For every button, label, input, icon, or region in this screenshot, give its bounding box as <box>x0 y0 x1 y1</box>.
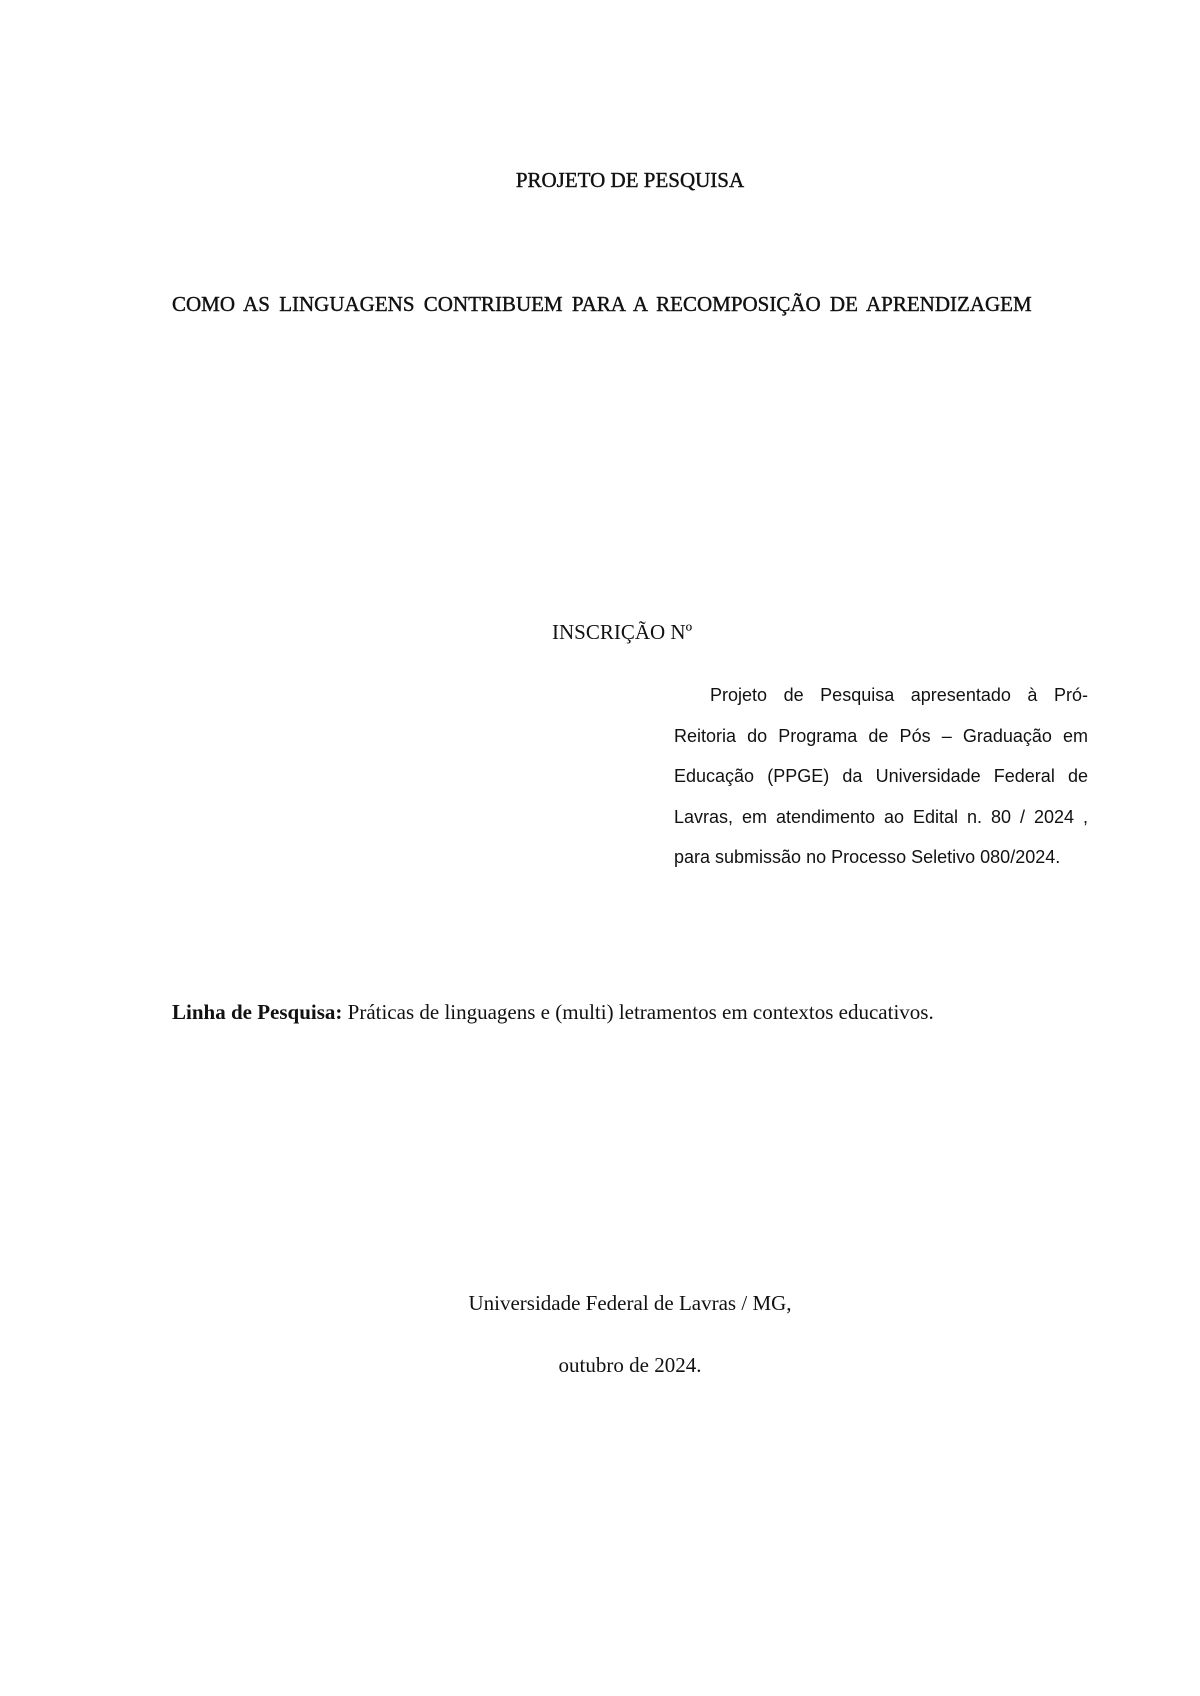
research-line <box>172 1000 1102 1025</box>
document-date: outubro de 2024. <box>558 1353 702 1377</box>
registration-label: INSCRIÇÃO Nº <box>552 620 693 644</box>
document-heading: PROJETO DE PESQUISA <box>515 168 745 192</box>
research-line-label: Linha de Pesquisa: <box>172 1000 343 1024</box>
project-title: COMO AS LINGUAGENS CONTRIBUEM PARA A RECOMPOSIÇÃO DE APRENDIZAGEM <box>172 292 1032 316</box>
submission-note: Projeto de Pesquisa apresentado à Pró-Reitoria do Programa de Pós – Graduação em Educação (PPGE) da Universidade Federal de Lavras, em atendimento ao Edital n. 80 / 2024 , para submissão no Processo Seletivo 080/2024. <box>674 685 1088 867</box>
research-line-value: Práticas de linguagens e (multi) letramentos em contextos educativos. <box>342 1000 934 1024</box>
institution-location: Universidade Federal de Lavras / MG, <box>468 1291 792 1315</box>
